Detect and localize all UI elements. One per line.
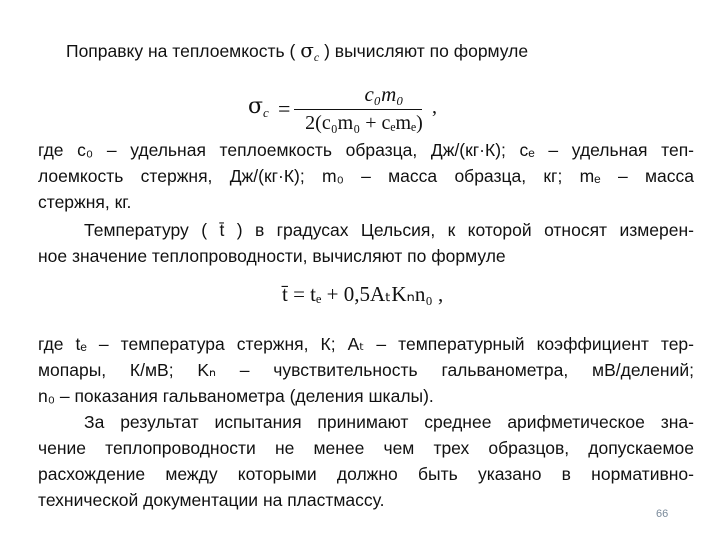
text-line: технической документации на пластмассу. (38, 490, 385, 510)
heading-text (66, 38, 528, 65)
text-line: где c₀ – удельная теплоемкость образца, Дж/(кг·К); cₑ – удельная теп- (38, 140, 694, 160)
formula-comma: , (432, 96, 437, 118)
text-line: n₀ – показания гальванометра (деления шкалы). (38, 386, 434, 406)
formula-denominator: 2(c₀m₀ + cₑmₑ) (305, 112, 423, 134)
page-number: 66 (656, 508, 669, 520)
heading-part-1: Поправку на теплоемкость ( (66, 41, 296, 61)
text-line: мопары, К/мВ; Kₙ – чувствительность гальванометра, мВ/делений; (38, 360, 694, 380)
formula-lhs: $\sigma_c$ (248, 94, 269, 120)
text-line: Температуру ( t̄ ) в градусах Цельсия, к которой относят измерен- (84, 220, 694, 240)
text-line: За результат испытания принимают среднее арифметическое зна- (84, 412, 694, 432)
formula-numerator: c₀m₀ (364, 82, 404, 106)
text-line: чение теплопроводности не менее чем трех образцов, допускаемое (38, 438, 694, 458)
text-line: где tₑ – температура стержня, К; Aₜ – температурный коэффициент тер- (38, 334, 694, 354)
formula-equals: = (278, 96, 291, 121)
text-line: лоемкость стержня, Дж/(кг·К); m₀ – масса образца, кг; mₑ – масса (38, 166, 694, 186)
heading-part-2: ) вычисляют по формуле (324, 41, 529, 61)
formula-sigma-c (248, 82, 448, 142)
text-line: стержня, кг. (38, 192, 132, 212)
text-line: расхождение между которыми должно быть указано в нормативно- (38, 464, 694, 484)
fraction-bar (294, 109, 422, 110)
formula-temperature: t̄ = tₑ + 0,5AₜKₙn₀ , (282, 282, 444, 306)
sigma-symbol: $\sigma_c$ (300, 38, 320, 64)
text-line: ное значение теплопроводности, вычисляют по формуле (38, 246, 506, 266)
